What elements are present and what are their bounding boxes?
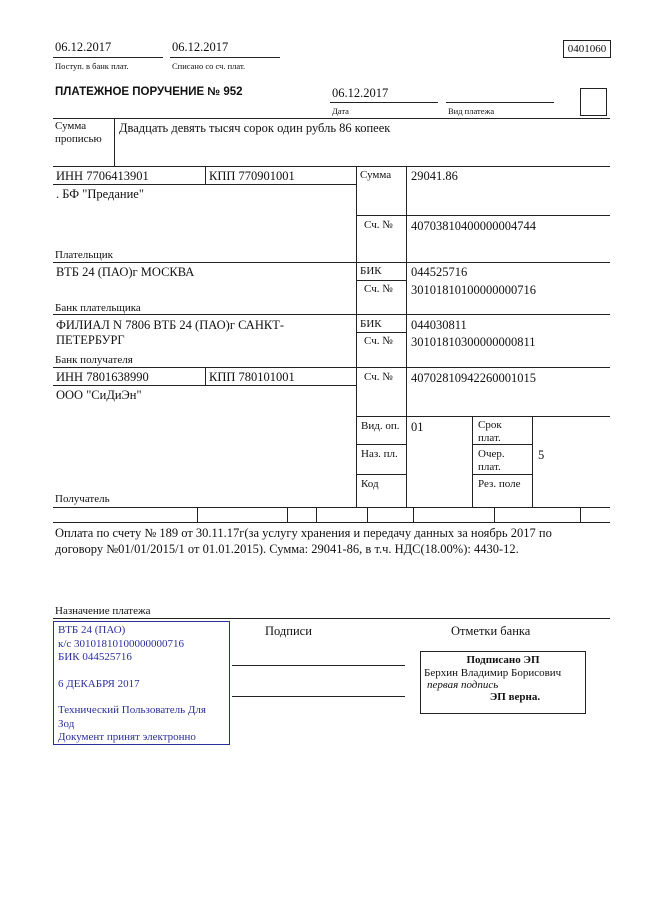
benef-corr: 30101810300000000811 — [411, 335, 536, 349]
payer-label: Плательщик — [55, 249, 113, 261]
benef-bank-name-2: ПЕТЕРБУРГ — [56, 333, 125, 347]
payer-bank-name: ВТБ 24 (ПАО)г МОСКВА — [56, 265, 195, 279]
payer-corr-label: Сч. № — [364, 283, 393, 295]
stamp-line-5: Технический Пользователь Для — [58, 704, 206, 716]
sum-label: Сумма — [360, 169, 392, 181]
payer-account-label: Сч. № — [364, 219, 393, 231]
form-code: 0401060 — [563, 40, 611, 58]
srok-label-2: плат. — [478, 432, 501, 444]
benef-bik: 044030811 — [411, 318, 467, 332]
amount-words-value: Двадцать девять тысяч сорок один рубль 86 копеек — [119, 121, 391, 135]
ocher-label-2: плат. — [478, 461, 501, 473]
payer-bik-label: БИК — [360, 265, 382, 277]
stamp-line-6: Зод — [58, 717, 75, 730]
benef-kpp: КПП 780101001 — [209, 370, 295, 384]
payer-account: 40703810400000004744 — [411, 219, 536, 233]
payer-kpp: КПП 770901001 — [209, 169, 295, 183]
amount-words-label-2: прописью — [55, 133, 102, 145]
vid-op-value: 01 — [411, 420, 424, 434]
e-signature-name: Берхин Владимир Борисович — [424, 667, 562, 679]
benef-inn: ИНН 7801638990 — [56, 370, 149, 384]
stamp-line-2: к/с 30101810100000000716 — [58, 637, 185, 650]
naz-pl-label: Наз. пл. — [361, 448, 398, 460]
benef-bank-name-1: ФИЛИАЛ N 7806 ВТБ 24 (ПАО)г САНКТ- — [56, 318, 284, 332]
bank-stamp — [53, 621, 230, 745]
payer-inn: ИНН 7706413901 — [56, 169, 149, 183]
e-signature-status: ЭП верна. — [489, 691, 541, 703]
debited-label: Списано со сч. плат. — [172, 61, 246, 71]
payer-corr: 30101810100000000716 — [411, 283, 536, 297]
vid-op-label: Вид. оп. — [361, 420, 400, 432]
stamp-line-7: Документ принят электронно — [58, 731, 196, 743]
ocher-label-1: Очер. — [478, 448, 505, 460]
benef-account-label: Сч. № — [364, 371, 393, 383]
purpose-line-2: договору №01/01/2015/1 от 01.01.2015). Сумма: 29041-86, в т.ч. НДС(18.00%): 4430-12. — [55, 542, 519, 556]
payer-name: . БФ "Предание" — [56, 187, 144, 201]
amount-words-label-1: Сумма — [55, 120, 87, 132]
benef-account: 40702810942260001015 — [411, 371, 536, 385]
ocher-value: 5 — [538, 448, 545, 462]
kod-label: Код — [361, 478, 379, 490]
stamp-line-1: ВТБ 24 (ПАО) — [58, 624, 126, 636]
e-signature-title: Подписано ЭП — [466, 654, 540, 666]
purpose-label: Назначение платежа — [55, 605, 151, 617]
received-label: Поступ. в банк плат. — [55, 61, 129, 71]
payment-date-label: Дата — [332, 106, 349, 116]
benef-label: Получатель — [55, 493, 110, 505]
purpose-line-1: Оплата по счету № 189 от 30.11.17г(за услугу хранения и передачу данных за ноябрь 2017 по — [55, 526, 552, 540]
stamp-line-3: БИК 044525716 — [58, 651, 132, 663]
e-signature-role: первая подпись — [427, 679, 499, 691]
payment-type-box — [580, 88, 607, 116]
e-signature-box — [420, 651, 586, 714]
benef-bank-label: Банк получателя — [55, 354, 133, 366]
bank-marks-label: Отметки банка — [451, 624, 531, 638]
payment-type-label: Вид платежа — [448, 106, 495, 116]
signatures-label: Подписи — [265, 624, 312, 638]
payment-date: 06.12.2017 — [332, 86, 389, 100]
payer-bank-label: Банк плательщика — [55, 302, 141, 314]
srok-label-1: Срок — [478, 419, 502, 431]
page-title: ПЛАТЕЖНОЕ ПОРУЧЕНИЕ № 952 — [55, 86, 243, 98]
payer-bik: 044525716 — [411, 265, 468, 279]
benef-name: ООО "СиДиЭн" — [56, 388, 142, 402]
sum-value: 29041.86 — [411, 169, 458, 183]
benef-corr-label: Сч. № — [364, 335, 393, 347]
stamp-line-4: 6 ДЕКАБРЯ 2017 — [58, 677, 140, 690]
rez-field-label: Рез. поле — [478, 478, 521, 490]
received-date: 06.12.2017 — [55, 40, 112, 54]
benef-bik-label: БИК — [360, 318, 382, 330]
debited-date: 06.12.2017 — [172, 40, 229, 54]
